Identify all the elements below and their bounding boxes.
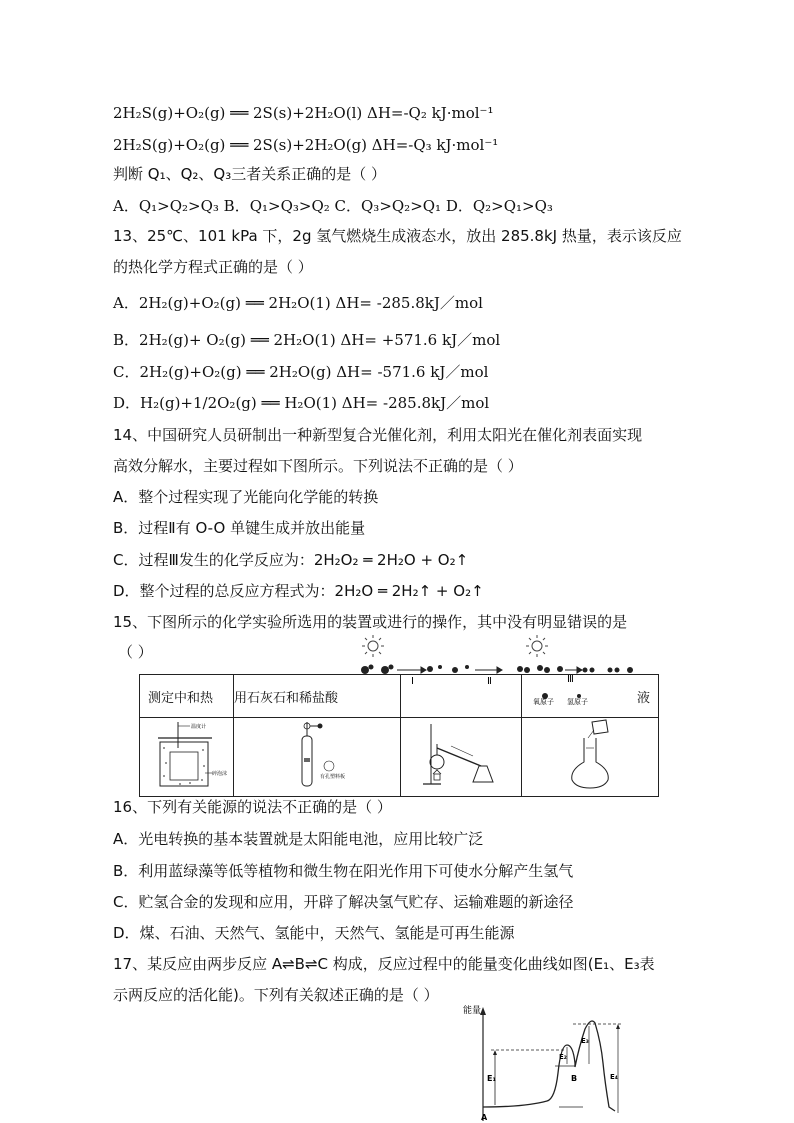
- q13-option-a: A．2H₂(g)+O₂(g) ══ 2H₂O(1) ΔH= -285.8kJ／mol: [113, 294, 483, 312]
- q14-option-c: C．过程Ⅲ发生的化学反应为：2H₂O₂ ═ 2H₂O + O₂↑: [113, 551, 469, 569]
- distillation-diagram: [401, 718, 521, 792]
- energy-profile-diagram: [455, 1003, 635, 1123]
- q13-option-c: C．2H₂(g)+O₂(g) ══ 2H₂O(g) ΔH= -571.6 kJ／mol: [113, 363, 489, 381]
- q13-option-b: B．2H₂(g)+ O₂(g) ══ 2H₂O(1) ΔH= +571.6 kJ／mol: [113, 331, 501, 349]
- sun-icon: [526, 635, 548, 657]
- energy-label-e1: E₁: [487, 1074, 496, 1083]
- q17-stem-line1: 17、某反应由两步反应 A⇌B⇌C 构成，反应过程中的能量变化曲线如图(E₁、E₃表: [113, 955, 655, 973]
- q12-options: A．Q₁>Q₂>Q₃ B．Q₁>Q₃>Q₂ C．Q₃>Q₂>Q₁ D．Q₂>Q₁>Q₃: [113, 197, 553, 215]
- q14-option-b: B．过程Ⅱ有 O-O 单键生成并放出能量: [113, 519, 366, 537]
- q12-equation-2: 2H₂S(g)+O₂(g) ══ 2S(s)+2H₂O(g) ΔH=-Q₃ kJ·mol⁻¹: [113, 136, 499, 154]
- q12-equation-1: 2H₂S(g)+O₂(g) ══ 2S(s)+2H₂O(l) ΔH=-Q₂ kJ·mol⁻¹: [113, 104, 494, 122]
- apparatus-cell-2: [234, 718, 401, 797]
- energy-axis-label: 能量: [463, 1006, 482, 1016]
- experiment-table: [139, 674, 659, 797]
- header-label-neutralization: 测定中和热: [148, 690, 214, 706]
- q14-stem-line2: 高效分解水，主要过程如下图所示。下列说法不正确的是（ ）: [113, 457, 523, 475]
- energy-label-e2: E₂: [559, 1053, 567, 1061]
- q16-stem: 16、下列有关能源的说法不正确的是（ ）: [113, 798, 392, 816]
- q15-stem: 15、下图所示的化学实验所选用的装置或进行的操作，其中没有明显错误的是: [113, 613, 628, 631]
- sun-icon: [362, 635, 384, 657]
- q12-stem: 判断 Q₁、Q₂、Q₃三者关系正确的是（ ）: [113, 165, 386, 183]
- q14-option-a: A．整个过程实现了光能向化学能的转换: [113, 488, 379, 506]
- energy-label-e3: E₃: [581, 1037, 589, 1045]
- header-label-4: 液: [636, 690, 650, 706]
- q16-option-c: C．贮氢合金的发现和应用，开辟了解决氢气贮存、运输难题的新途径: [113, 893, 574, 911]
- apparatus-cell-1: [140, 718, 234, 797]
- gas-generator-diagram: [234, 718, 400, 792]
- calorimeter-diagram: [140, 718, 233, 792]
- legend-hydrogen-label: 氢原子: [567, 698, 588, 706]
- q16-option-d: D．煤、石油、天然气、氢能中，天然气、氢能是可再生能源: [113, 924, 515, 942]
- volumetric-flask-diagram: [522, 718, 658, 792]
- header-cell-4: [522, 675, 659, 718]
- q13-stem-line2: 的热化学方程式正确的是（ ）: [113, 258, 313, 276]
- q14-stem-line1: 14、中国研究人员研制出一种新型复合光催化剂，利用太阳光在催化剂表面实现: [113, 426, 643, 444]
- q16-option-a: A．光电转换的基本装置就是太阳能电池，应用比较广泛: [113, 830, 484, 848]
- header-cell-3: [401, 675, 522, 718]
- energy-label-e4: E₄: [610, 1073, 618, 1081]
- thermometer-label: 温度计: [191, 724, 207, 730]
- q14-option-d: D．整个过程的总反应方程式为：2H₂O ═ 2H₂↑ + O₂↑: [113, 582, 484, 600]
- header-cell-2: [234, 675, 401, 718]
- q17-stem-line2: 示两反应的活化能)。下列有关叙述正确的是（ ）: [113, 986, 439, 1004]
- point-label-a: A: [481, 1113, 488, 1122]
- plate-label: 有孔塑料板: [320, 774, 346, 780]
- legend-oxygen-label: 氧原子: [533, 698, 554, 706]
- process-label-1: Ⅰ: [411, 676, 414, 687]
- apparatus-cell-3: [401, 718, 522, 797]
- apparatus-cell-4: [522, 718, 659, 797]
- q13-option-d: D．H₂(g)+1/2O₂(g) ══ H₂O(1) ΔH= -285.8kJ／mol: [113, 394, 490, 412]
- q16-option-b: B．利用蓝绿藻等低等植物和微生物在阳光作用下可使水分解产生氢气: [113, 862, 574, 880]
- q15-paren: （ ）: [118, 643, 153, 661]
- process-label-2: Ⅱ: [487, 676, 492, 687]
- header-label-limestone: 用石灰石和稀盐酸: [234, 690, 339, 706]
- point-label-b: B: [571, 1074, 578, 1083]
- q13-stem-line1: 13、25℃、101 kPa 下，2g 氢气燃烧生成液态水，放出 285.8kJ 热量，表示该反应: [113, 227, 682, 245]
- foam-label: 碎泡沫: [212, 771, 228, 777]
- process-label-3: Ⅲ: [567, 674, 574, 685]
- header-cell-1: [140, 675, 234, 718]
